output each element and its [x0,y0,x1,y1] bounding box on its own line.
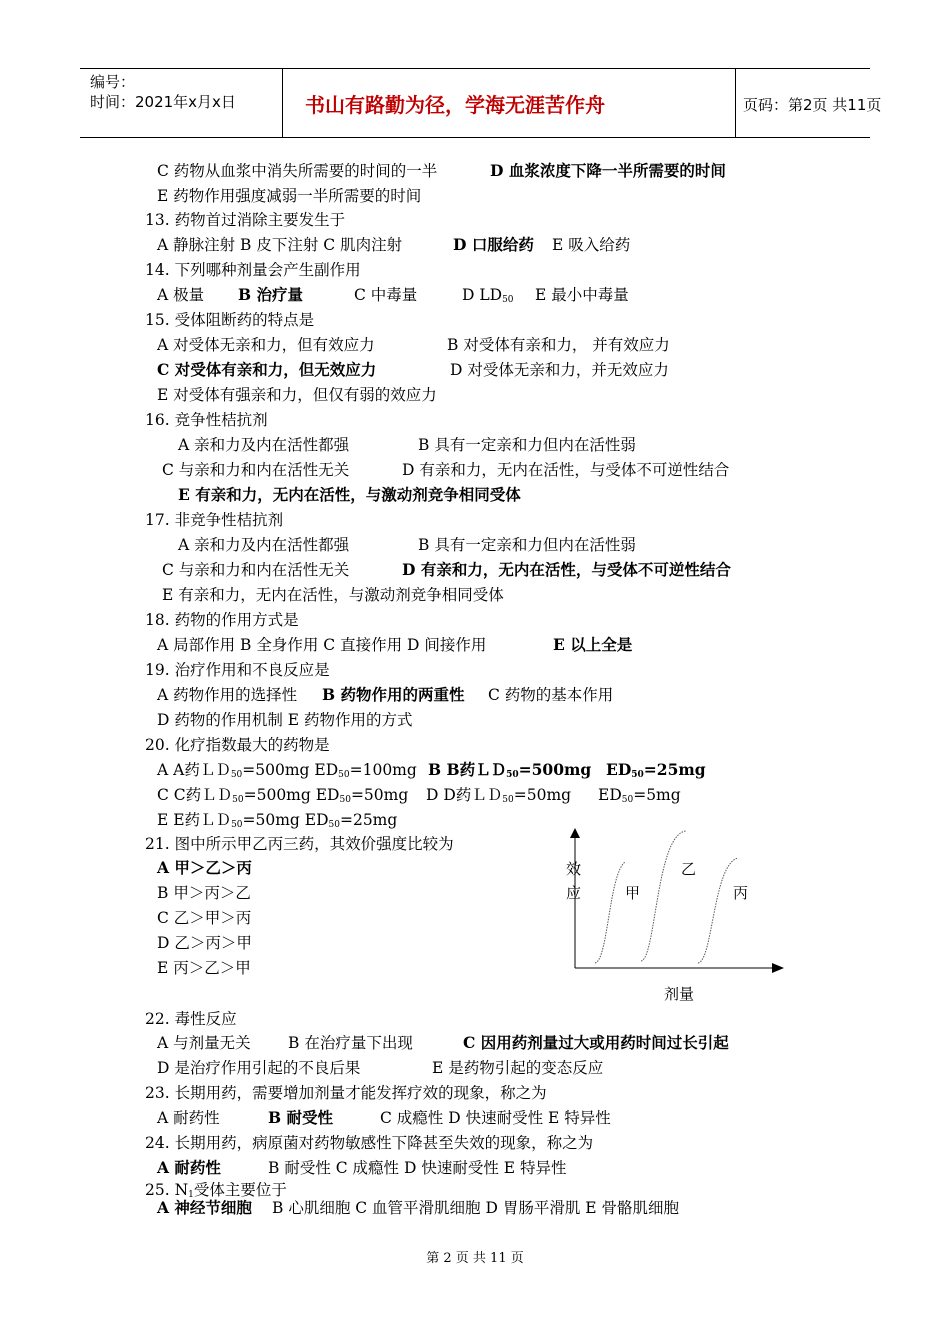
header-left-cell [80,69,282,137]
q22-stem: 22. 毒性反应 [145,1010,237,1028]
q14-option-d: D $LD_{50}$ [462,286,514,305]
q15-option-e: E 对受体有强亲和力，但仅有弱的效应力 [157,386,437,404]
q12-option-d: D 血浆浓度下降一半所需要的时间 [490,161,726,180]
page-label: 页码：第2页 共11页 [743,96,882,114]
y-axis-label-2: 应 [566,884,582,902]
q21-stem: 21. 图中所示甲乙丙三药，其效价强度比较为 [145,835,454,853]
q19-options-de: D 药物的作用机制 E 药物作用的方式 [157,711,413,729]
q16-option-d: D 有亲和力，无内在活性，与受体不可逆性结合 [402,461,730,479]
q20-option-e: E E药ＬＤ$_{50}$=50mg $ED_{50}=25mg$ [157,811,398,830]
y-axis-arrow [570,828,580,838]
q24-option-a: A 耐药性 [157,1158,221,1177]
motto: 书山有路勤为径，学海无涯苦作舟 [305,93,605,117]
q13-options-abc: A 静脉注射 B 皮下注射 C 肌肉注射 [157,236,403,254]
q24-options-bcde: B 耐受性 C 成瘾性 D 快速耐受性 E 特异性 [268,1159,567,1177]
q20-option-b: B B药ＬＤ$_{50}$=500mg [428,760,592,780]
q25-options-bcde: B 心肌细胞 C 血管平滑肌细胞 D 胃肠平滑肌 E 骨骼肌细胞 [272,1199,679,1217]
header-center-cell [282,69,736,137]
q17-stem: 17. 非竞争性桔抗剂 [145,511,284,529]
q23-option-b: B 耐受性 [268,1108,333,1127]
q20-option-d-ed: $ED_{50}=5mg$ [598,786,681,805]
curve-label-jia: 甲 [625,884,641,902]
header-right-cell [735,69,882,137]
q14-option-a: A 极量 [157,286,205,304]
q14-stem: 14. 下列哪种剂量会产生副作用 [145,261,361,279]
q12-option-e: E 药物作用强度减弱一半所需要的时间 [157,187,422,205]
y-axis-label-1: 效 [566,860,582,878]
q23-options-cde: C 成瘾性 D 快速耐受性 E 特异性 [380,1109,611,1127]
q17-option-b: B 具有一定亲和力但内在活性弱 [418,536,636,554]
q21-option-a: A 甲＞乙＞丙 [157,858,252,877]
q16-option-c: C 与亲和力和内在活性无关 [162,461,350,479]
q14-option-e: E 最小中毒量 [535,286,629,304]
page-header [80,68,882,138]
q17-option-d: D 有亲和力，无内在活性，与受体不可逆性结合 [402,560,731,579]
q15-option-d: D 对受体无亲和力，并无效应力 [450,361,669,379]
dose-response-figure [550,822,800,1012]
curve-label-yi: 乙 [681,860,697,878]
q18-options-abcd: A 局部作用 B 全身作用 C 直接作用 D 间接作用 [157,636,487,654]
curve-yi [641,831,686,961]
curve-jia [595,862,625,963]
q18-stem: 18. 药物的作用方式是 [145,611,299,629]
q20-option-d: D D药ＬＤ$_{50}$=50mg [426,786,572,805]
q25-stem: 25. $N_1$受体主要位于 [145,1181,287,1200]
q21-option-e: E 丙＞乙＞甲 [157,959,251,977]
page-footer: 第 2 页 共 11 页 [426,1251,524,1266]
q22-option-c: C 因用药剂量过大或用药时间过长引起 [463,1033,729,1052]
q23-option-a: A 耐药性 [157,1109,220,1127]
q16-option-b: B 具有一定亲和力但内在活性弱 [418,436,636,454]
q15-option-a: A 对受体无亲和力，但有效应力 [157,336,375,354]
x-axis-arrow [772,963,784,973]
q19-option-b: B 药物作用的两重性 [322,685,465,704]
x-axis-label: 剂量 [664,985,695,1003]
number-label: 编号： [90,73,136,91]
q21-option-b: B 甲＞丙＞乙 [157,884,251,902]
q16-stem: 16. 竞争性桔抗剂 [145,411,268,429]
q19-option-a: A 药物作用的选择性 [157,686,298,704]
q15-stem: 15. 受体阻断药的特点是 [145,311,315,329]
q22-option-a: A 与剂量无关 [157,1034,251,1052]
q22-option-e: E 是药物引起的变态反应 [432,1059,604,1077]
q20-stem: 20. 化疗指数最大的药物是 [145,736,330,754]
q13-option-d: D 口服给药 [453,235,534,254]
q24-stem: 24. 长期用药，病原菌对药物敏感性下降甚至失效的现象，称之为 [145,1134,594,1152]
q13-stem: 13. 药物首过消除主要发生于 [145,211,346,229]
curve-label-bing: 丙 [733,884,749,902]
q16-option-a: A 亲和力及内在活性都强 [178,436,350,454]
q19-option-c: C 药物的基本作用 [488,686,614,704]
q15-option-b: B 对受体有亲和力， 并有效应力 [447,336,670,354]
q20-option-b-ed: $ED_{50}=25mg$ [606,760,706,780]
q22-option-d: D 是治疗作用引起的不良后果 [157,1059,361,1077]
q17-option-c: C 与亲和力和内在活性无关 [162,561,350,579]
q15-option-c: C 对受体有亲和力，但无效应力 [157,360,377,379]
q21-option-d: D 乙＞丙＞甲 [157,934,252,952]
curve-bing [698,858,738,963]
q19-stem: 19. 治疗作用和不良反应是 [145,661,330,679]
q23-stem: 23. 长期用药，需要增加剂量才能发挥疗效的现象，称之为 [145,1084,547,1102]
q12-option-c: C 药物从血浆中消失所需要的时间的一半 [157,162,438,180]
q17-option-a: A 亲和力及内在活性都强 [178,536,350,554]
q16-option-e: E 有亲和力，无内在活性，与激动剂竞争相同受体 [178,485,521,504]
q14-option-c: C 中毒量 [354,286,418,304]
q22-option-b: B 在治疗量下出现 [288,1034,413,1052]
q21-option-c: C 乙＞甲＞丙 [157,909,252,927]
q18-option-e: E 以上全是 [553,635,633,654]
q14-option-b: B 治疗量 [238,285,303,304]
q25-option-a: A 神经节细胞 [157,1198,252,1217]
q20-option-c: C C药ＬＤ$_{50}$=500mg $ED_{50}=50mg$ [157,786,409,805]
time-label: 时间：2021年x月x日 [90,93,236,111]
q20-option-a: A A药ＬＤ$_{50}$=500mg $ED_{50}=100mg$ [157,761,417,780]
q13-option-e: E 吸入给药 [552,236,631,254]
q17-option-e: E 有亲和力，无内在活性，与激动剂竞争相同受体 [162,586,504,604]
